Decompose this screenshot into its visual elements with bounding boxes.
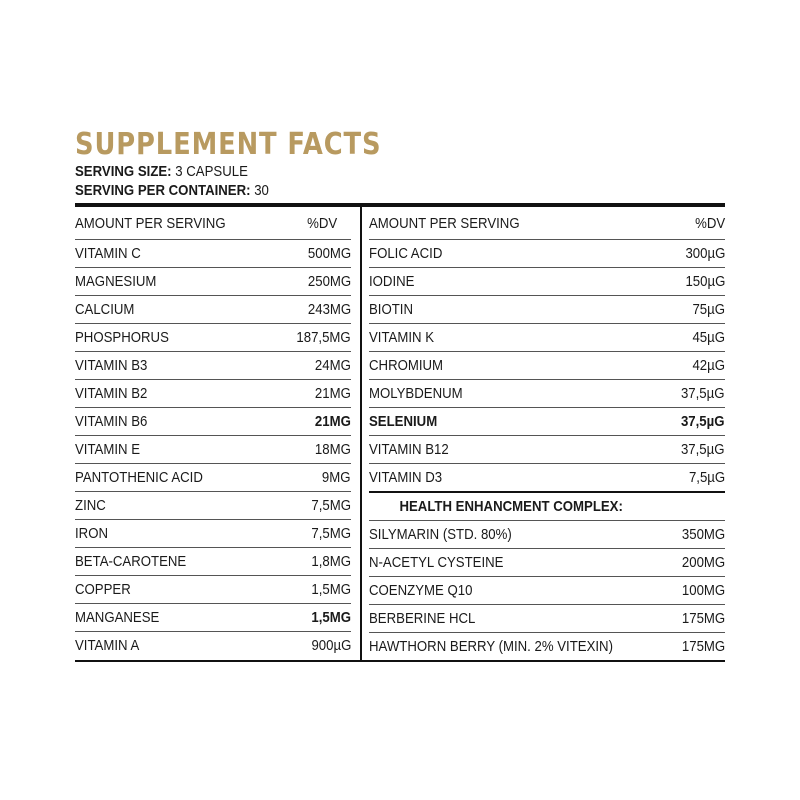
nutrient-amount: 37,5µG <box>681 441 725 458</box>
nutrient-amount: 7,5MG <box>311 497 351 514</box>
nutrient-amount: 37,5µG <box>681 413 725 430</box>
nutrient-name: PANTOTHENIC ACID <box>75 469 203 486</box>
nutrient-name: VITAMIN B3 <box>75 357 148 374</box>
nutrient-amount: 37,5µG <box>681 385 725 402</box>
ingredient-amount: 200MG <box>681 554 725 571</box>
table-row <box>369 464 725 493</box>
table-row <box>369 605 725 633</box>
nutrient-name: IRON <box>75 525 108 542</box>
table-row <box>75 408 351 436</box>
nutrient-name: VITAMIN C <box>75 245 141 262</box>
nutrient-name: VITAMIN D3 <box>369 469 443 486</box>
nutrient-amount: 1,8MG <box>311 553 351 570</box>
right-col-dv: %DV <box>694 214 725 232</box>
table-row <box>75 492 351 520</box>
nutrient-amount: 1,5MG <box>311 609 351 626</box>
nutrient-amount: 7,5MG <box>311 525 351 542</box>
nutrient-name: MANGANESE <box>75 609 160 626</box>
table-row <box>369 324 725 352</box>
table-row <box>75 352 351 380</box>
table-row <box>75 464 351 492</box>
nutrient-name: SELENIUM <box>369 413 438 430</box>
table-row <box>369 408 725 436</box>
complex-title-row <box>369 493 725 521</box>
nutrient-amount: 18MG <box>315 441 351 458</box>
table-row <box>75 240 351 268</box>
nutrient-name: VITAMIN B12 <box>369 441 449 458</box>
ingredient-name: HAWTHORN BERRY (MIN. 2% VITEXIN) <box>369 638 613 655</box>
table-row <box>75 632 351 659</box>
right-header-row <box>369 207 725 240</box>
nutrient-name: VITAMIN B6 <box>75 413 148 430</box>
bottom-rule <box>75 660 725 662</box>
ingredient-amount: 175MG <box>681 638 725 655</box>
column-divider <box>360 207 362 660</box>
table-row <box>75 604 351 632</box>
nutrient-name: MOLYBDENUM <box>369 385 463 402</box>
table-row <box>75 436 351 464</box>
right-column <box>369 207 725 660</box>
ingredient-name: N-ACETYL CYSTEINE <box>369 554 504 571</box>
ingredient-amount: 100MG <box>681 582 725 599</box>
nutrient-amount: 250MG <box>307 273 351 290</box>
ingredient-name: SILYMARIN (STD. 80%) <box>369 526 512 543</box>
table-row <box>369 296 725 324</box>
nutrient-name: ZINC <box>75 497 106 514</box>
ingredient-name: COENZYME Q10 <box>369 582 473 599</box>
nutrient-name: IODINE <box>369 273 415 290</box>
nutrient-amount: 150µG <box>685 273 725 290</box>
left-col-name: AMOUNT PER SERVING <box>75 214 226 232</box>
table-row <box>369 268 725 296</box>
nutrient-amount: 21MG <box>315 385 351 402</box>
panel-title: SUPPLEMENT FACTS <box>75 127 382 162</box>
nutrient-amount: 900µG <box>311 637 351 654</box>
serving-size <box>75 162 647 181</box>
servings-per-container <box>75 181 647 200</box>
table-row <box>75 296 351 324</box>
table-row <box>75 380 351 408</box>
nutrient-amount: 24MG <box>315 357 351 374</box>
left-column <box>75 207 351 660</box>
nutrient-name: VITAMIN A <box>75 637 140 654</box>
table-row <box>369 633 725 660</box>
servings-label: SERVING PER CONTAINER: <box>75 182 251 199</box>
left-col-dv: %DV <box>306 214 337 232</box>
table-row <box>75 324 351 352</box>
right-col-name: AMOUNT PER SERVING <box>369 214 520 232</box>
nutrient-amount: 75µG <box>692 301 725 318</box>
table-row <box>369 577 725 605</box>
table-row <box>369 521 725 549</box>
serving-size-value: 3 CAPSULE <box>175 163 248 180</box>
nutrient-amount: 500MG <box>307 245 351 262</box>
servings-value: 30 <box>254 182 269 199</box>
nutrient-amount: 300µG <box>685 245 725 262</box>
nutrient-amount: 187,5MG <box>296 329 351 346</box>
nutrient-amount: 9MG <box>322 469 351 486</box>
ingredient-amount: 175MG <box>681 610 725 627</box>
table-row <box>75 268 351 296</box>
table-row <box>369 352 725 380</box>
left-header-row <box>75 207 351 240</box>
nutrient-name: CHROMIUM <box>369 357 444 374</box>
nutrient-amount: 42µG <box>692 357 725 374</box>
serving-size-label: SERVING SIZE: <box>75 163 172 180</box>
complex-title: HEALTH ENHANCMENT COMPLEX: <box>399 498 623 515</box>
nutrient-name: VITAMIN E <box>75 441 141 458</box>
nutrient-amount: 21MG <box>315 413 351 430</box>
nutrient-name: BETA-CAROTENE <box>75 553 187 570</box>
supplement-facts-panel <box>75 128 725 662</box>
nutrient-amount: 7,5µG <box>688 469 725 486</box>
nutrient-amount: 1,5MG <box>311 581 351 598</box>
nutrient-name: MAGNESIUM <box>75 273 157 290</box>
nutrient-amount: 243MG <box>307 301 351 318</box>
table-row <box>369 436 725 464</box>
nutrient-name: FOLIC ACID <box>369 245 443 262</box>
table-row <box>369 240 725 268</box>
nutrient-name: VITAMIN B2 <box>75 385 148 402</box>
nutrient-name: CALCIUM <box>75 301 135 318</box>
table-row <box>369 380 725 408</box>
nutrient-name: PHOSPHORUS <box>75 329 169 346</box>
table-row <box>75 520 351 548</box>
nutrient-name: COPPER <box>75 581 131 598</box>
table-row <box>75 576 351 604</box>
ingredient-amount: 350MG <box>681 526 725 543</box>
nutrient-name: BIOTIN <box>369 301 414 318</box>
table-row <box>75 548 351 576</box>
nutrient-amount: 45µG <box>692 329 725 346</box>
ingredient-name: BERBERINE HCL <box>369 610 476 627</box>
table-row <box>369 549 725 577</box>
nutrient-name: VITAMIN K <box>369 329 435 346</box>
facts-table <box>75 207 725 660</box>
